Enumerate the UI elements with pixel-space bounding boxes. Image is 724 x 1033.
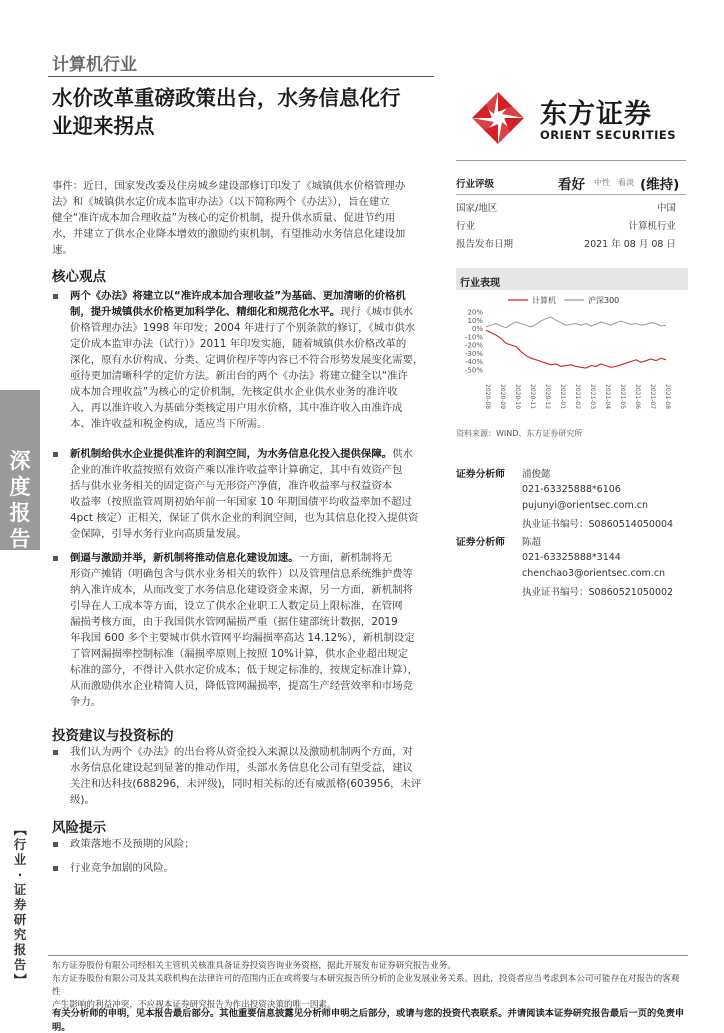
category-char: 券 bbox=[13, 897, 27, 912]
risk-heading: 风险提示 bbox=[52, 820, 106, 836]
core-point-line bbox=[70, 694, 434, 710]
intro-line-3: 健全“准许成本加合理收益”为核心的定价机制，提升供水质量、促进节约用 bbox=[52, 212, 396, 224]
publish-date-label: 报告发布日期 bbox=[456, 239, 514, 250]
x-tick-label: 2020-11 bbox=[529, 384, 536, 410]
risk-item-1: 政策落地不及预期的风险； bbox=[70, 838, 195, 850]
investment-paragraph bbox=[70, 744, 434, 808]
y-tick-label: -40% bbox=[464, 358, 483, 366]
core-point-line bbox=[70, 582, 434, 598]
analyst-cert: 执业证书编号：S0860521050002 bbox=[522, 587, 674, 598]
risk-item-2: 行业竞争加剧的风险。 bbox=[70, 862, 174, 874]
bullet-icon bbox=[53, 866, 58, 871]
core-point-text: 一方面，新机制将无 bbox=[298, 552, 393, 564]
category-char: 研 bbox=[13, 912, 27, 927]
core-point-text: 漏损考核方面，由于我国供水管网漏损严重（据住建部统计数据，2019 bbox=[70, 616, 398, 628]
sector-label: 计算机行业 bbox=[52, 55, 137, 75]
core-point-text: 形资产摊销（明确包含与供水业务相关的软件）以及管理信息系统维护费等 bbox=[70, 568, 413, 580]
title-line-1: 水价改革重磅政策出台，水务信息化行 bbox=[52, 86, 401, 110]
report-category-vertical bbox=[6, 822, 34, 987]
y-tick-label: -20% bbox=[464, 341, 483, 350]
rating-row bbox=[456, 176, 688, 193]
publish-date-value: 2021 年 08 月 08 日 bbox=[584, 239, 676, 250]
intro-line-1: 事件：近日，国家发改委及住房城乡建设部修订印发了《城镇供水价格管理办 bbox=[52, 180, 406, 192]
investment-line-3: 关注和达科技(688296，未评级)，同时相关标的还有威派格(603956，未评 bbox=[70, 778, 422, 790]
report-type-char: 告 bbox=[9, 527, 31, 551]
x-tick-label: 2020-10 bbox=[514, 384, 521, 410]
x-tick-label: 2020-08 bbox=[484, 384, 491, 410]
analyst-name: 陈超 bbox=[522, 537, 542, 548]
core-point-text: 亟待更加清晰科学的定价方法。新出台的两个《办法》将建立健全以“准许 bbox=[70, 370, 408, 382]
core-point-line bbox=[70, 678, 434, 694]
core-point-text: 供水 bbox=[392, 448, 413, 460]
perf-heading: 行业表现 bbox=[460, 278, 500, 289]
core-point-text: 收益率（按照监管周期初始年前一年国家 10 年期国债平均收益率加不超过 bbox=[70, 496, 412, 508]
footer-line-1: 东方证券股份有限公司经相关主管机关核准具备证券投资咨询业务资格，据此开展发布证券研究报告业务。 bbox=[52, 961, 456, 971]
analyst-cert: 执业证书编号：S0860514050004 bbox=[522, 519, 674, 530]
footer-line-2: 东方证券股份有限公司及其关联机构在法律许可的范围内正在或将要与本研究报告所分析的企业发展业务关系。因此，投资者应当考虑到本公司可能存在对报告的客观性 bbox=[52, 974, 680, 997]
rating-option-negative: 看淡 bbox=[618, 178, 634, 187]
industry-label: 行业 bbox=[456, 221, 476, 232]
core-point-line bbox=[70, 384, 434, 400]
category-char: 行 bbox=[13, 837, 27, 852]
core-point-line bbox=[70, 494, 434, 510]
report-type-char: 深 bbox=[9, 449, 31, 473]
x-tick-label: 2021-08 bbox=[664, 384, 671, 410]
report-type-char: 度 bbox=[9, 475, 31, 499]
orient-securities-logo bbox=[468, 88, 678, 148]
bullet-icon bbox=[53, 750, 58, 755]
core-point-text: 括与供水业务相关的固定资产与无形资产净值，准许收益率与权益资本 bbox=[70, 480, 393, 492]
x-tick-label: 2020-12 bbox=[544, 384, 551, 410]
core-point-text: 4pct 核定）正相关，保证了供水企业的利润空间，也为其信息化投入提供资 bbox=[70, 512, 419, 524]
core-point-line bbox=[70, 288, 434, 304]
intro-line-5: 速。 bbox=[52, 244, 73, 256]
bullet-icon bbox=[53, 842, 58, 847]
rating-option-neutral: 中性 bbox=[594, 178, 610, 187]
core-point-text: 年我国 600 多个主要城市供水管网平均漏损率高达 14.12%），新机制设定 bbox=[70, 632, 415, 644]
y-tick-label: 20% bbox=[467, 308, 483, 317]
x-tick-label: 2021-03 bbox=[589, 384, 596, 410]
analyst-phone: 021-63325888*3144 bbox=[522, 552, 621, 563]
series-line-computer bbox=[486, 330, 666, 368]
core-point-line bbox=[70, 400, 434, 416]
region-label: 国家/地区 bbox=[456, 203, 498, 214]
report-type-char: 报 bbox=[9, 501, 31, 525]
bullet-icon bbox=[53, 556, 58, 561]
region-value: 中国 bbox=[656, 203, 676, 214]
analyst-name: 浦俊懿 bbox=[522, 469, 551, 480]
core-point-line bbox=[70, 630, 434, 646]
core-point-line bbox=[70, 478, 434, 494]
investment-heading: 投资建议与投资标的 bbox=[52, 728, 174, 744]
x-tick-label: 2021-06 bbox=[634, 384, 641, 410]
category-char: 究 bbox=[13, 927, 27, 942]
category-char: 业 bbox=[13, 852, 27, 867]
category-char: 【 bbox=[12, 823, 28, 836]
x-tick-label: 2021-04 bbox=[604, 384, 611, 410]
title-line-2: 业迎来拐点 bbox=[52, 114, 155, 138]
x-tick-label: 2021-07 bbox=[649, 384, 656, 410]
core-point-text: 纳入准许成本，从而改变了水务信息化建设资金来源，另一方面，新机制将 bbox=[70, 584, 413, 596]
category-char: 告 bbox=[13, 957, 27, 972]
core-point-line bbox=[70, 416, 434, 432]
core-point-text: 入，再以准许收入为基础分类核定用户用水价格，其中准许收入由准许成 bbox=[70, 402, 403, 414]
investment-line-1: 我们认为两个《办法》的出台将从资金投入来源以及激励机制两个方面，对 bbox=[70, 746, 413, 758]
rating-label: 行业评级 bbox=[456, 179, 495, 190]
core-point-text: 深化，原有水价构成、分类、定调价程序等内容已不符合形势发展变化需要， bbox=[70, 354, 424, 366]
x-tick-label: 2020-09 bbox=[499, 384, 506, 410]
rating-value: 看好 bbox=[558, 177, 585, 193]
core-point-text: 标准的部分，不得计入供水定价成本；低于规定标准的，按规定标准计算）， bbox=[70, 664, 419, 676]
analyst-email: pujunyi@orientsec.com.cn bbox=[522, 500, 649, 511]
report-type-label bbox=[4, 448, 36, 552]
core-point-text: 成本加合理收益”为核心的定价机制，先核定供水企业供水业务的准许收 bbox=[70, 386, 398, 398]
analyst-phone: 021-63325888*6106 bbox=[522, 484, 621, 495]
core-point-text: 本、准许收益和税金构成，适应当下所需。 bbox=[70, 418, 268, 430]
series-line-csi300 bbox=[486, 317, 666, 328]
logo-en-text: ORIENT SECURITIES bbox=[540, 128, 677, 142]
analyst-role: 证券分析师 bbox=[456, 537, 505, 548]
logo-mark-icon bbox=[468, 88, 528, 148]
y-tick-label: -50% bbox=[464, 366, 483, 375]
intro-line-2: 法》和《城镇供水定价成本监审办法》（以下简称两个《办法》），旨在建立 bbox=[52, 196, 390, 208]
bullet-icon bbox=[53, 294, 58, 299]
core-point-line bbox=[70, 320, 434, 336]
y-tick-label: -30% bbox=[464, 349, 483, 358]
core-point-bold-text: 制，提升城镇供水价格更加科学化、精细化和规范化水平。 bbox=[70, 306, 341, 318]
core-point-text: 企业的准许收益按照有效资产乘以准许收益率计算确定，其中有效资产包 bbox=[70, 464, 403, 476]
core-point-text: 价格管理办法》1998 年印发；2004 年进行了个别条款的修订，《城市供水 bbox=[70, 322, 416, 334]
core-point-bold-text: 倒逼与激励并举，新机制将推动信息化建设加速。 bbox=[70, 552, 299, 564]
chart-source: 资料来源：WIND、东方证券研究所 bbox=[456, 429, 583, 438]
rating-keep: (维持) bbox=[640, 177, 680, 193]
intro-paragraph bbox=[52, 178, 434, 258]
header-divider bbox=[48, 76, 434, 77]
core-point-line bbox=[70, 646, 434, 662]
industry-performance-chart bbox=[456, 292, 688, 422]
legend-label-computer: 计算机 bbox=[532, 296, 556, 305]
footer-divider bbox=[48, 955, 688, 956]
core-point-bold-text: 两个《办法》将建立以“准许成本加合理收益”为基础、更加清晰的价格机 bbox=[70, 290, 406, 302]
core-point-line bbox=[70, 352, 434, 368]
core-point-line bbox=[70, 598, 434, 614]
core-point-line bbox=[70, 662, 434, 678]
report-title bbox=[52, 84, 437, 140]
core-point-text: 引导在人工成本等方面，设立了供水企业职工人数定员上限标准，在管网 bbox=[70, 600, 403, 612]
core-point-line bbox=[70, 336, 434, 352]
category-char: 报 bbox=[13, 942, 27, 957]
core-point-bold-text: 新机制给供水企业提供准许的利润空间，为水务信息化投入提供保障。 bbox=[70, 448, 393, 460]
y-tick-label: 0% bbox=[471, 325, 483, 333]
right-column-divider bbox=[456, 160, 686, 161]
core-point-line bbox=[70, 614, 434, 630]
intro-line-4: 水，并建立了供水企业降本增效的激励约束机制，有望推动水务信息化建设加 bbox=[52, 228, 406, 240]
core-point-line bbox=[70, 304, 434, 320]
core-point-line bbox=[70, 368, 434, 384]
analyst-email: chenchao3@orientsec.com.cn bbox=[522, 568, 666, 579]
analyst-role: 证券分析师 bbox=[456, 469, 505, 480]
industry-value: 计算机行业 bbox=[628, 221, 676, 232]
core-point-text: 定价成本监审办法（试行）》2011 年印发实施，随着城镇供水价格改革的 bbox=[70, 338, 407, 350]
core-point-line bbox=[70, 526, 434, 542]
x-tick-label: 2021-05 bbox=[619, 384, 626, 410]
core-point-text: 从而激励供水企业精简人员，降低管网漏损率，提高生产经营效率和市场竞 bbox=[70, 680, 413, 692]
core-views-heading: 核心观点 bbox=[52, 269, 106, 285]
core-point-line bbox=[70, 446, 434, 462]
core-point-text: 了管网漏损率控制标准（漏损率原则上按照 10%计算，供水企业超出规定 bbox=[70, 648, 409, 660]
core-point-line bbox=[70, 550, 434, 566]
rating-divider bbox=[456, 194, 686, 195]
bullet-icon bbox=[53, 452, 58, 457]
logo-cn-text: 东方证券 bbox=[540, 99, 652, 130]
core-point-line bbox=[70, 566, 434, 582]
footer-line-3: 产生影响的利益冲突，不应视本证券研究报告为作出投资决策的唯一因素。 bbox=[52, 1000, 336, 1010]
legend-label-csi300: 沪深300 bbox=[588, 296, 620, 305]
core-point-line bbox=[70, 510, 434, 526]
x-tick-label: 2021-02 bbox=[574, 384, 581, 410]
category-char: 】 bbox=[12, 973, 28, 986]
core-point-line bbox=[70, 462, 434, 478]
core-point-2 bbox=[70, 446, 434, 542]
footer-notice: 有关分析师的申明，见本报告最后部分。其他重要信息披露见分析师申明之后部分，或请与您的投资代表联系。并请阅读本证券研究报告最后一页的免责申明。 bbox=[52, 1008, 685, 1033]
category-char: 证 bbox=[13, 882, 27, 897]
x-tick-label: 2021-01 bbox=[559, 384, 566, 410]
core-point-1 bbox=[70, 288, 434, 432]
core-point-text: 现行《城市供水 bbox=[340, 306, 413, 318]
core-point-3 bbox=[70, 550, 434, 710]
y-tick-label: 10% bbox=[467, 316, 483, 325]
core-point-text: 争力。 bbox=[70, 696, 102, 708]
category-char: · bbox=[17, 867, 23, 882]
y-tick-label: -10% bbox=[464, 333, 483, 342]
investment-line-4: 级)。 bbox=[70, 794, 95, 806]
core-point-text: 金保障，引导水务行业向高质量发展。 bbox=[70, 528, 247, 540]
investment-line-2: 水务信息化建设起到显著的推动作用，头部水务信息化公司有望受益，建议 bbox=[70, 762, 413, 774]
